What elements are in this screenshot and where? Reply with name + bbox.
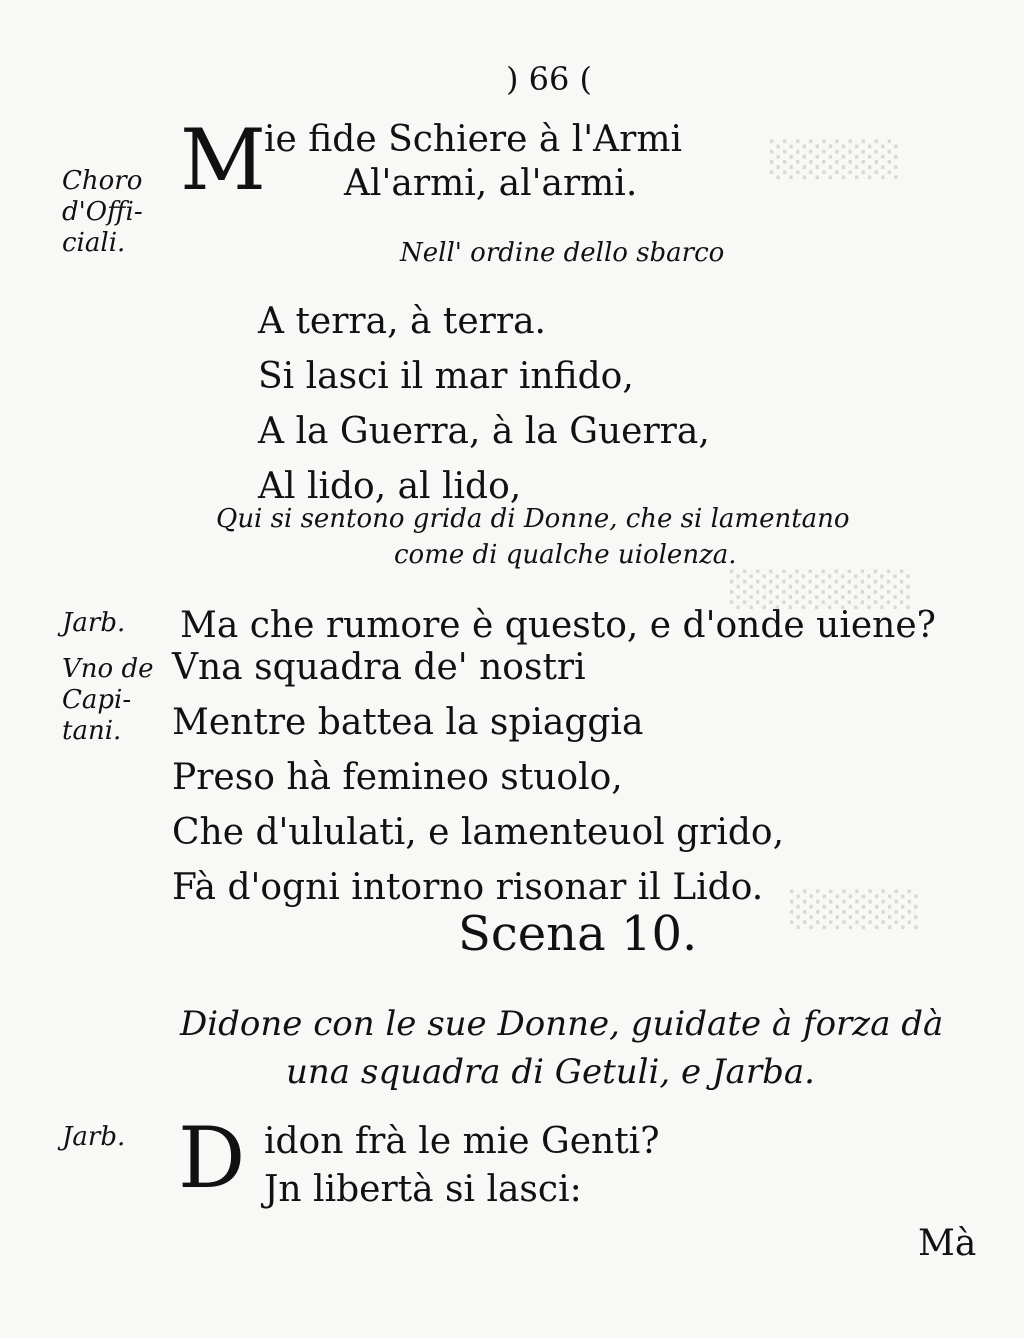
speaker-label-line: Vno de — [62, 654, 154, 684]
verse-line: idon frà le mie Genti? — [264, 1121, 660, 1162]
verse-block-2 — [172, 640, 784, 915]
speaker-label-line: ciali. — [62, 228, 126, 258]
speaker-label-jarb: Jarb. — [62, 608, 126, 638]
verse-line: Che d'ululati, e lamenteuol grido, — [172, 812, 785, 853]
show-through-text: ░░░░░ — [770, 140, 901, 180]
speaker-label-line: Capi- — [62, 685, 132, 715]
drop-cap-m: M — [180, 111, 267, 209]
page-number: ) 66 ( — [506, 60, 593, 98]
speaker-label-line: Choro — [62, 166, 143, 196]
verse-line: A terra, à terra. — [258, 301, 546, 342]
verse-line: Mentre battea la spiaggia — [172, 702, 644, 743]
verse-line: Fà d'ogni intorno risonar il Lido. — [172, 867, 764, 908]
verse-line: Preso hà femineo stuolo, — [172, 757, 623, 798]
speaker-label-vno — [62, 654, 153, 747]
speaker-label-line: d'Offi- — [62, 197, 143, 227]
verse-line: A la Guerra, à la Guerra, — [258, 411, 710, 452]
drop-cap-d: D — [178, 1109, 246, 1207]
scene-heading: Scena 10. — [458, 906, 698, 962]
verse-line: Si lasci il mar infido, — [258, 356, 634, 397]
verse-line: ie fide Schiere à l'Armi — [264, 119, 683, 160]
show-through-text: ░░░░░░░ — [730, 570, 914, 610]
stage-direction: una squadra di Getuli, e Jarba. — [286, 1052, 815, 1092]
show-through-text: ░░░░░ — [790, 890, 921, 930]
verse-line: Al lido, al lido, — [258, 466, 522, 507]
verse-line: Jn libertà si lasci: — [264, 1169, 582, 1210]
stage-direction: Didone con le sue Donne, guidate à forza dà — [180, 1004, 944, 1044]
speaker-label-line: tani. — [62, 716, 122, 746]
speaker-label-jarb-2: Jarb. — [62, 1122, 126, 1152]
verse-block-1 — [258, 294, 710, 514]
verse-line: Ma che rumore è questo, e d'onde uiene? — [180, 605, 936, 646]
verse-line: Vna squadra de' nostri — [172, 647, 586, 688]
stage-direction: come di qualche uiolenza. — [394, 540, 737, 570]
stage-direction: Qui si sentono grida di Donne, che si lamentano — [216, 504, 850, 534]
verse-line: Al'armi, al'armi. — [344, 163, 638, 204]
speaker-label-choro — [62, 166, 143, 259]
catchword: Mà — [918, 1223, 977, 1264]
stage-direction: Nell' ordine dello sbarco — [400, 238, 725, 268]
